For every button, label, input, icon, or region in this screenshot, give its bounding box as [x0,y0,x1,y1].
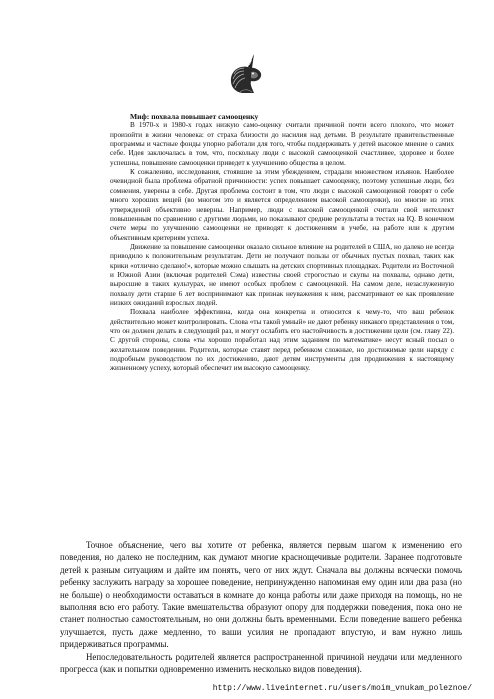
sidebar-title: Миф: похвала повышает самооценку [130,112,259,121]
sidebar-box [110,112,454,374]
sidebar-paragraph: К сожалению, исследования, стоявшие за этим убеждением, страдали множеством изъянов. Наиболее очевидной была проблема обратной причинности: успех повышает самооценку, поэтому успешные люди, без сомнения, уверены в себе. Другая проблема состоит в том, что люди с высокой самооценкой говорят о себе много хороших вещей (во многом это и является определением высокой самооценки), но многие из этих утверждений объективно неверны. Например, люди с высокой самооценкой считали свой интеллект повышенным по сравнению с другими людьми, но показывают средние результаты в тестах на IQ. В конечном счете меры по улучшению самооценки не приводят к достижениям в учебе, на работе или к другим объективным критериям успеха. [110,168,454,242]
sidebar-paragraph: В 1970-х и 1980-х годах низкую само-оценку считали причиной почти всего плохого, что может произойти в жизни человека: от страха близости до насилия над детьми. В результате правительственные программы и частные фонды упорно работали для того, чтобы поддерживать у детей высокое мнение о самих себе. Идея заключалась в том, что, поскольку люди с высокой самооценкой счастливее, здоровее и более успешны, повышение самооценки приведет к улучшению общества в целом. [110,121,454,167]
sidebar-paragraph: Похвала наиболее эффективна, когда она конкретна и относится к чему-то, что ваш ребенок действительно может контролировать. Слова «ты такой умный» не дают ребенку никакого представления о том, что он должен делать в следующий раз, и могут ослабить его настойчивость в достижении цели (см. главу 22). С другой стороны, слова «ты хорошо поработал над этим заданием по математике» несут ясный посыл о желательном поведении. Родители, которые ставят перед ребенком сложные, но достижимые цели наряду с подробным руководством по их достижению, дают детям инструменты для продвижения к настоящему жизненному успеху, который обеспечит им высокую самооценку. [110,308,454,373]
main-paragraph: Точное объяснение, чего вы хотите от ребенка, является первым шагом к изменению его поведения, но далеко не последним, как думают многие краснощечивые родители. Заранее подготовьте детей к разным ситуациям и дайте им понять, чего от них ждут. Сначала вы должны всячески помочь ребенку заслужить награду за хорошее поведение, непринужденно напоминая ему один или два раза (но не больше) о необходимости оставаться в комнате до конца работы или даже приходя на помощь, но не выполняя всю его работу. Такие вмешательства образуют опору для поддержки поведения, пока оно не станет полностью самостоятельным, но они должны быть временными. Если поведение вашего ребенка улучшается, пусть даже медленно, то ваши усилия не пропадают впустую, и вам нужно лишь придерживаться программы. [60,540,462,650]
main-text [60,539,462,675]
main-paragraph: Непоследовательность родителей является распространенной причиной неудачи или медленного прогресса (как и попытки одновременно изменить несколько видов поведения). [60,651,462,675]
sidebar-paragraph: Движение за повышение самооценки оказало сильное влияние на родителей в США, но далеко не всегда приводило к положительным результатам. Дети не получают пользы от обычных пустых похвал, таких как крики «отлично сделано!», которые можно слышать на детских спортивных площадках. Родители из Восточной и Южной Азии (включая родителей Сэма) известны своей строгостью и скупы на похвалы, однако дети, выросшие в таких культурах, не имеют особых проблем с самооценкой. На самом деле, незаслуженную похвалу дети старше 6 лет воспринимают как признак неуважения к ним, рассматривают ее как проявление низких ожиданий взрослых людей. [110,242,454,307]
unicorn-logo-icon [224,52,268,94]
footer-url[interactable]: http://www.liveinternet.ru/users/moim_vnukam_poleznoe/ [212,684,472,693]
